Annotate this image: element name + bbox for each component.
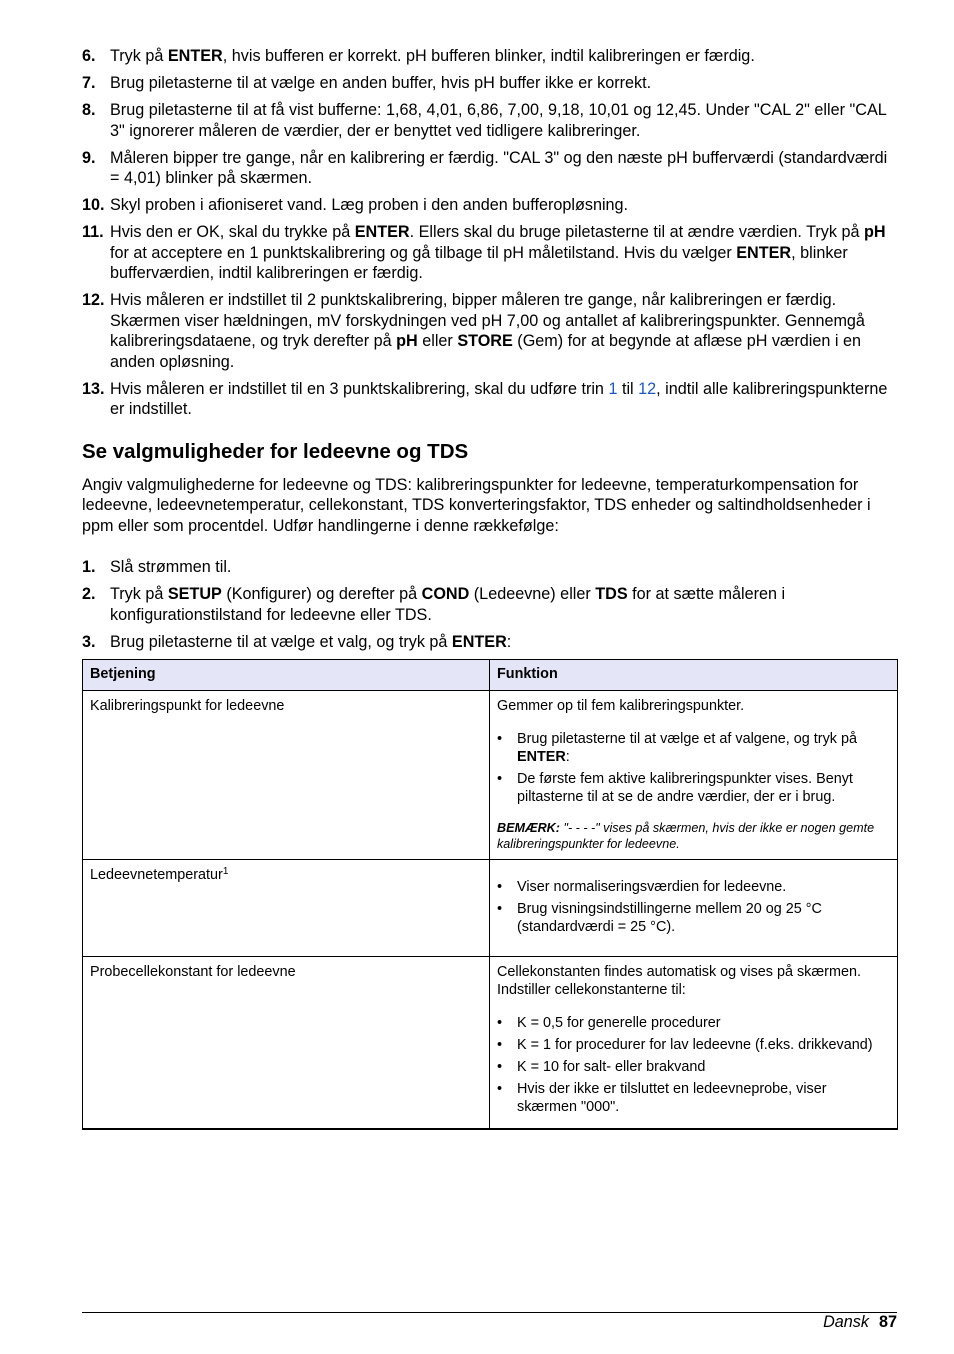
bullet-icon: •: [497, 770, 503, 787]
function-bullet-list: [497, 878, 890, 936]
bold-key-label: ENTER: [354, 223, 410, 241]
text-run: K = 0,5 for generelle procedurer: [517, 1014, 721, 1031]
text-run: , indtil alle kalibreringspunkterne er indstillet.: [110, 379, 888, 418]
text-run: til: [617, 379, 639, 398]
bold-key-label: ENTER: [451, 632, 507, 651]
text-run: for at acceptere en 1 punktskalibrering og gå tilbage til pH måletilstand. Hvis du vælger: [110, 243, 737, 262]
note-body: "- - - -" vises på skærmen, hvis der ikke er nogen gemte kalibreringspunkter for ledeevne.: [497, 820, 875, 851]
bullet-icon: •: [497, 878, 503, 895]
bold-key-label: TDS: [595, 585, 628, 603]
bullet-item: [497, 1014, 890, 1032]
step-item: [82, 46, 897, 67]
step-number: 9.: [82, 148, 96, 167]
text-run: (Konfigurer) og derefter på: [221, 585, 422, 603]
step-item: [82, 584, 897, 625]
bullet-icon: •: [497, 1080, 503, 1097]
step-item: [82, 195, 897, 216]
bullet-icon: •: [497, 1058, 503, 1075]
table-row: [83, 956, 898, 1129]
function-description: Cellekonstanten findes automatisk og vises på skærmen. Indstiller cellekonstanterne til:: [497, 963, 861, 998]
bold-key-label: SETUP: [167, 585, 222, 603]
function-bullet-list: [497, 1014, 890, 1116]
bullet-item: [497, 1058, 890, 1076]
bold-key-label: pH: [863, 223, 886, 241]
bullet-item: [497, 900, 890, 936]
step-number: 8.: [82, 101, 96, 119]
table-row: [83, 859, 898, 956]
option-name: Probecellekonstant for ledeevne: [90, 963, 296, 980]
table-header-row: [83, 659, 898, 690]
bold-key-label: STORE: [457, 332, 513, 350]
text-run: Skyl proben i afioniseret vand. Læg proben i den anden bufferopløsning.: [110, 196, 629, 214]
step-item: [82, 632, 897, 653]
text-run: Brug piletasterne til at få vist bufferne: 1,68, 4,01, 6,86, 7,00, 9,18, 10,01 og 12,45. Under "CAL 2" eller "CAL 3" ignorerer måleren de værdier, der er benyttet ved tidligere kalibreringer.: [110, 101, 887, 140]
bullet-item: [497, 1080, 890, 1116]
text-run: Tryk på: [110, 585, 168, 603]
options-table: [82, 659, 898, 1130]
footnote-marker: 1: [222, 865, 229, 877]
text-run: Tryk på: [110, 47, 168, 65]
text-run: (Ledeevne) eller: [469, 585, 596, 603]
bullet-icon: •: [497, 1014, 503, 1031]
step-item: [82, 379, 897, 420]
step-number: 3.: [82, 632, 96, 651]
bullet-icon: •: [497, 730, 503, 747]
section-heading: Se valgmuligheder for ledeevne og TDS: [82, 439, 469, 463]
table-row: [83, 690, 898, 859]
step-item: [82, 100, 897, 141]
bullet-item: [497, 878, 890, 896]
step-number: 7.: [82, 74, 96, 92]
text-run: Hvis måleren er indstillet til en 3 punktskalibrering, skal du udføre trin: [110, 379, 609, 398]
text-run: :: [506, 632, 512, 651]
text-run: Hvis der ikke er tilsluttet en ledeevneprobe, viser skærmen "000".: [517, 1080, 827, 1115]
column-header-funktion: Funktion: [490, 659, 898, 690]
option-function-cell: [490, 859, 898, 956]
function-description: Gemmer op til fem kalibreringspunkter.: [497, 697, 745, 714]
calibration-steps-list: [82, 46, 897, 420]
text-run: Hvis den er OK, skal du trykke på: [110, 223, 355, 241]
text-run: Brug piletasterne til at vælge et valg, og tryk på: [110, 632, 452, 651]
text-run: :: [565, 748, 570, 765]
footer-language: Dansk: [823, 1313, 869, 1331]
text-run: Brug piletasterne til at vælge en anden buffer, hvis pH buffer ikke er korrekt.: [110, 74, 652, 92]
text-run: Hvis måleren er indstillet til 2 punktskalibrering, bipper måleren tre gange, når kalibreringen er færdig. Skærmen viser hældningen, mV forskydningen ved pH 7,00 og antallet af kalibreringspunkter. Gennemgå kalibreringsdataene, og tryk derefter på: [110, 291, 865, 350]
step-number: 12.: [82, 291, 105, 309]
text-run: for at sætte måleren i konfigurationstilstand for ledeevne eller TDS.: [110, 585, 786, 624]
option-name: Ledeevnetemperatur: [90, 866, 223, 883]
text-run: K = 10 for salt- eller brakvand: [517, 1058, 706, 1075]
option-name-cell: [83, 956, 490, 1129]
setup-steps-list: [82, 557, 897, 652]
text-run: Slå strømmen til.: [110, 558, 232, 576]
step-item: [82, 222, 897, 284]
bold-key-label: ENTER: [736, 243, 792, 262]
step-number: 6.: [82, 47, 96, 65]
text-run: . Ellers skal du bruge piletasterne til at ændre værdien. Tryk på: [409, 223, 864, 241]
function-bullet-list: [497, 730, 890, 806]
text-run: Viser normaliseringsværdien for ledeevne.: [517, 878, 787, 895]
step-number: 13.: [82, 379, 105, 398]
text-run: Måleren bipper tre gange, når en kalibrering er færdig. "CAL 3" og den næste pH bufferværdi (standardværdi = 4,01) blinker på skærmen.: [110, 148, 888, 187]
option-function-cell: [490, 956, 898, 1129]
text-run: Brug visningsindstillingerne mellem 20 og 25 °C (standardværdi = 25 °C).: [517, 900, 822, 935]
text-run: , blinker bufferværdien, indtil kalibreringen er færdig.: [110, 243, 848, 282]
text-run: , hvis bufferen er korrekt. pH bufferen blinker, indtil kalibreringen er færdig.: [222, 47, 755, 65]
option-function-cell: [490, 690, 898, 859]
text-run: Brug piletasterne til at vælge et af valgene, og tryk på: [517, 730, 857, 747]
bullet-item: [497, 730, 890, 766]
option-name: Kalibreringspunkt for ledeevne: [90, 697, 285, 714]
page-content: [82, 0, 897, 1130]
bold-key-label: ENTER: [517, 748, 566, 765]
note-label: BEMÆRK:: [497, 820, 560, 835]
column-header-betjening: Betjening: [83, 659, 490, 690]
page-number: 87: [878, 1313, 897, 1331]
option-name-cell: [83, 690, 490, 859]
bullet-icon: •: [497, 1036, 503, 1053]
note-text: [497, 820, 890, 853]
text-run: K = 1 for procedurer for lav ledeevne (f.eks. drikkevand): [517, 1036, 873, 1053]
step-item: [82, 290, 897, 372]
bullet-item: [497, 1036, 890, 1054]
step-cross-reference-link[interactable]: 1: [608, 379, 618, 398]
bullet-icon: •: [497, 900, 503, 917]
page-footer: [823, 1312, 897, 1332]
bold-key-label: pH: [396, 332, 418, 350]
option-name-cell: [83, 859, 490, 956]
step-number: 1.: [82, 558, 96, 576]
text-run: eller: [417, 332, 458, 350]
bullet-item: [497, 770, 890, 806]
bold-key-label: ENTER: [167, 47, 223, 65]
step-item: [82, 557, 897, 578]
text-run: (Gem) for at begynde at aflæse pH værdien i en anden opløsning.: [110, 332, 862, 371]
step-number: 11.: [82, 223, 104, 241]
footer-rule: [82, 1312, 897, 1313]
step-number: 10.: [82, 196, 105, 214]
step-item: [82, 148, 897, 189]
step-number: 2.: [82, 585, 96, 603]
section-intro: Angiv valgmulighederne for ledeevne og TDS: kalibreringspunkter for ledeevne, temperaturkompensation for ledeevne, ledeevnetemperatur, cellekonstant, TDS konverteringsfaktor, TDS enheder og saltindholdsenheder i ppm eller som procentdel. Udfør handlingerne i denne rækkefølge:: [82, 475, 871, 535]
bold-key-label: COND: [421, 585, 470, 603]
step-item: [82, 73, 897, 94]
text-run: De første fem aktive kalibreringspunkter vises. Benyt piltasterne til at se de andre værdier, der er i brug.: [517, 770, 853, 805]
step-cross-reference-link[interactable]: 12: [638, 379, 657, 398]
